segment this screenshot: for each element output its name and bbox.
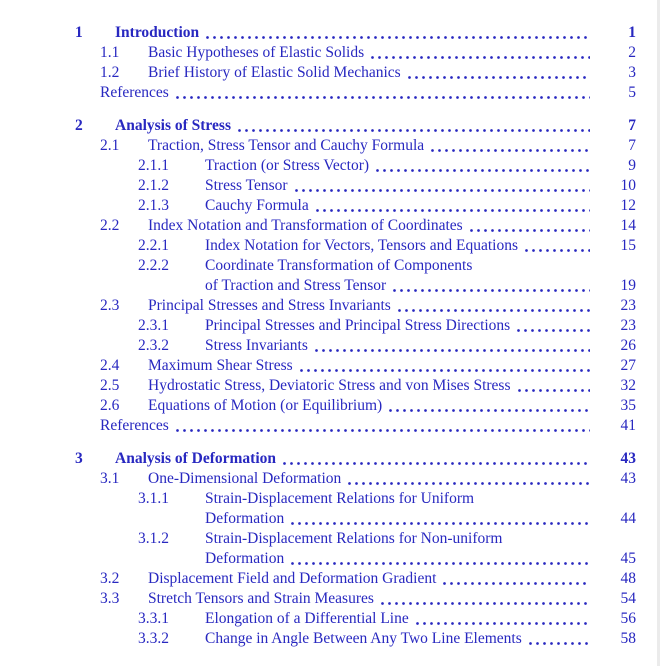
dot-leader xyxy=(376,156,590,176)
dot-leader xyxy=(315,336,590,356)
entry-title: Strain-Displacement Relations for Non-uniform xyxy=(205,530,503,547)
dot-leader xyxy=(206,23,590,43)
entry-number: 3 xyxy=(75,450,83,467)
entry-number: 1 xyxy=(75,24,83,41)
entry-title: References xyxy=(100,417,169,434)
toc-entry-1.2[interactable] xyxy=(0,63,660,83)
dot-leader xyxy=(443,569,590,589)
entry-number: 1.2 xyxy=(100,64,120,81)
entry-title: One-Dimensional Deformation xyxy=(148,470,342,487)
toc-entry-3.3.2[interactable] xyxy=(0,629,660,649)
entry-title: Traction (or Stress Vector) xyxy=(205,157,370,174)
toc-entry-2.1.1[interactable] xyxy=(0,156,660,176)
entry-number: 3.3 xyxy=(100,590,120,607)
toc-entry-3.1.2[interactable] xyxy=(0,529,660,549)
page-number: 3 xyxy=(628,64,636,81)
entry-title: Introduction xyxy=(115,24,200,41)
entry-title: Cauchy Formula xyxy=(205,197,309,214)
page-number: 35 xyxy=(620,397,636,414)
toc-entry-3.3[interactable] xyxy=(0,589,660,609)
dot-leader xyxy=(416,609,590,629)
entry-number: 2 xyxy=(75,117,83,134)
page-number: 7 xyxy=(628,117,636,134)
entry-title: Hydrostatic Stress, Deviatoric Stress and von Mises Stress xyxy=(148,377,511,394)
entry-title: Analysis of Stress xyxy=(115,117,231,134)
page-number: 7 xyxy=(628,137,636,154)
entry-number: 2.2.2 xyxy=(138,257,169,274)
page-number: 45 xyxy=(620,550,636,567)
dot-leader xyxy=(381,589,590,609)
entry-number: 3.3.1 xyxy=(138,610,169,627)
entry-number: 1.1 xyxy=(100,44,120,61)
entry-number: 3.2 xyxy=(100,570,120,587)
entry-title: Deformation xyxy=(205,510,285,527)
entry-number: 2.6 xyxy=(100,397,120,414)
dot-leader xyxy=(518,376,591,396)
entry-number: 2.3.1 xyxy=(138,317,169,334)
toc-entry-continuation[interactable] xyxy=(0,549,660,569)
page-number: 12 xyxy=(620,197,636,214)
toc-references-link[interactable] xyxy=(0,416,660,436)
entry-title: Maximum Shear Stress xyxy=(148,357,293,374)
table-of-contents xyxy=(0,23,660,649)
dot-leader xyxy=(371,43,590,63)
entry-title: References xyxy=(100,84,169,101)
dot-leader xyxy=(316,196,590,216)
toc-entry-2[interactable] xyxy=(0,116,660,136)
toc-entry-2.2[interactable] xyxy=(0,216,660,236)
page-number: 23 xyxy=(620,317,636,334)
toc-entry-3.1[interactable] xyxy=(0,469,660,489)
toc-entry-2.1.3[interactable] xyxy=(0,196,660,216)
toc-entry-2.1.2[interactable] xyxy=(0,176,660,196)
toc-entry-1.1[interactable] xyxy=(0,43,660,63)
entry-title: Traction, Stress Tensor and Cauchy Formula xyxy=(148,137,425,154)
entry-title: Stretch Tensors and Strain Measures xyxy=(148,590,374,607)
page-number: 41 xyxy=(620,417,636,434)
dot-leader xyxy=(398,296,590,316)
entry-title: Principal Stresses and Principal Stress Directions xyxy=(205,317,511,334)
toc-entry-2.3[interactable] xyxy=(0,296,660,316)
dot-leader xyxy=(300,356,590,376)
dot-leader xyxy=(291,509,590,529)
entry-number: 2.1 xyxy=(100,137,120,154)
toc-entry-3.3.1[interactable] xyxy=(0,609,660,629)
toc-entry-2.1[interactable] xyxy=(0,136,660,156)
entry-title: Index Notation for Vectors, Tensors and Equations xyxy=(205,237,519,254)
dot-leader xyxy=(525,236,590,256)
page-number: 44 xyxy=(620,510,636,527)
toc-entry-3[interactable] xyxy=(0,449,660,469)
entry-title: Stress Invariants xyxy=(205,337,308,354)
entry-title: Strain-Displacement Relations for Uniform xyxy=(205,490,475,507)
dot-leader xyxy=(291,549,590,569)
toc-references-link[interactable] xyxy=(0,83,660,103)
entry-number: 3.1.2 xyxy=(138,530,169,547)
toc-entry-2.6[interactable] xyxy=(0,396,660,416)
page-number: 19 xyxy=(620,277,636,294)
dot-leader xyxy=(470,216,590,236)
page-number: 27 xyxy=(620,357,636,374)
entry-number: 2.1.2 xyxy=(138,177,169,194)
dot-leader xyxy=(238,116,590,136)
page-number: 5 xyxy=(628,84,636,101)
dot-leader xyxy=(176,83,590,103)
entry-title: Change in Angle Between Any Two Line Elements xyxy=(205,630,522,647)
entry-number: 3.3.2 xyxy=(138,630,169,647)
toc-entry-2.3.1[interactable] xyxy=(0,316,660,336)
toc-entry-continuation[interactable] xyxy=(0,509,660,529)
entry-title: Analysis of Deformation xyxy=(115,450,277,467)
entry-number: 2.4 xyxy=(100,357,120,374)
toc-entry-1[interactable] xyxy=(0,23,660,43)
page-number: 56 xyxy=(620,610,636,627)
entry-title: Basic Hypotheses of Elastic Solids xyxy=(148,44,365,61)
entry-title: Elongation of a Differential Line xyxy=(205,610,409,627)
page-number: 54 xyxy=(620,590,636,607)
entry-number: 2.1.3 xyxy=(138,197,169,214)
entry-title: Stress Tensor xyxy=(205,177,288,194)
page-number: 2 xyxy=(628,44,636,61)
page-number: 23 xyxy=(620,297,636,314)
entry-title: Deformation xyxy=(205,550,285,567)
entry-title: Brief History of Elastic Solid Mechanics xyxy=(148,64,401,81)
entry-title: Principal Stresses and Stress Invariants xyxy=(148,297,391,314)
entry-title: Equations of Motion (or Equilibrium) xyxy=(148,397,383,414)
page-number: 26 xyxy=(620,337,636,354)
toc-entry-3.1.1[interactable] xyxy=(0,489,660,509)
entry-number: 2.1.1 xyxy=(138,157,169,174)
dot-leader xyxy=(529,629,590,649)
page-number: 10 xyxy=(620,177,636,194)
dot-leader xyxy=(176,416,590,436)
page-number: 32 xyxy=(620,377,636,394)
toc-entry-2.5[interactable] xyxy=(0,376,660,396)
page-number: 15 xyxy=(620,237,636,254)
entry-number: 2.3.2 xyxy=(138,337,169,354)
entry-title: Displacement Field and Deformation Gradient xyxy=(148,570,437,587)
entry-title: Coordinate Transformation of Components xyxy=(205,257,473,274)
dot-leader xyxy=(517,316,590,336)
entry-number: 2.5 xyxy=(100,377,120,394)
entry-number: 2.3 xyxy=(100,297,120,314)
dot-leader xyxy=(283,449,590,469)
page-number: 43 xyxy=(620,470,636,487)
entry-number: 2.2.1 xyxy=(138,237,169,254)
page-number: 1 xyxy=(628,24,636,41)
dot-leader xyxy=(408,63,590,83)
entry-number: 3.1 xyxy=(100,470,120,487)
page-number: 9 xyxy=(628,157,636,174)
toc-entry-2.4[interactable] xyxy=(0,356,660,376)
dot-leader xyxy=(431,136,590,156)
page-number: 43 xyxy=(620,450,636,467)
entry-number: 2.2 xyxy=(100,217,120,234)
page-number: 48 xyxy=(620,570,636,587)
toc-entry-continuation[interactable] xyxy=(0,276,660,296)
toc-entry-3.2[interactable] xyxy=(0,569,660,589)
toc-entry-2.2.1[interactable] xyxy=(0,236,660,256)
page-number: 58 xyxy=(620,630,636,647)
dot-leader xyxy=(348,469,590,489)
dot-leader xyxy=(393,276,590,296)
page-number: 14 xyxy=(620,217,636,234)
entry-number: 3.1.1 xyxy=(138,490,169,507)
dot-leader xyxy=(295,176,590,196)
dot-leader xyxy=(389,396,590,416)
toc-entry-2.3.2[interactable] xyxy=(0,336,660,356)
entry-title: Index Notation and Transformation of Coordinates xyxy=(148,217,463,234)
entry-title: of Traction and Stress Tensor xyxy=(205,277,387,294)
toc-entry-2.2.2[interactable] xyxy=(0,256,660,276)
